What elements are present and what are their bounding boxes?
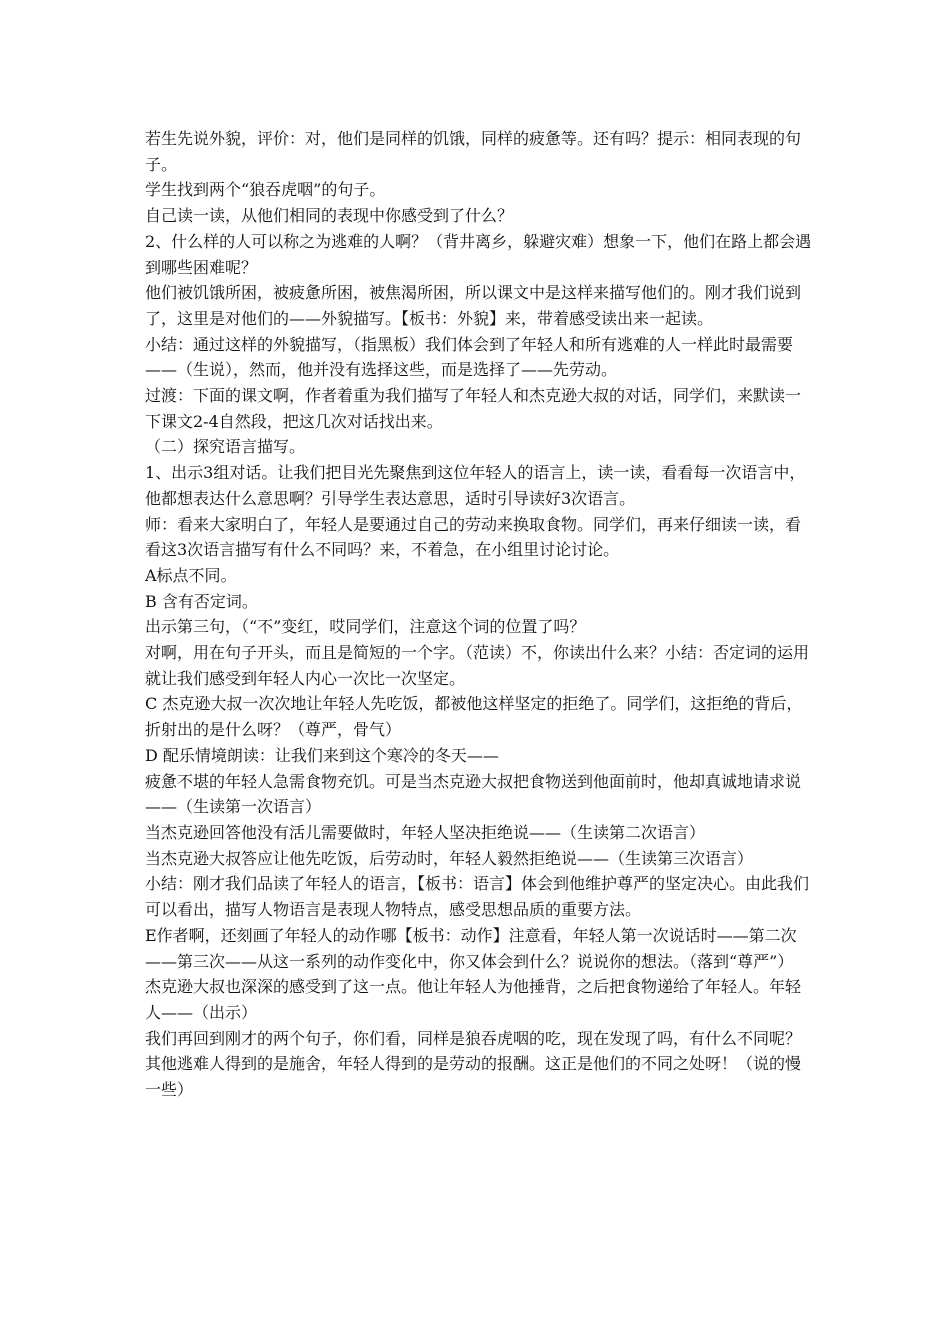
paragraph: 其他逃难人得到的是施舍，年轻人得到的是劳动的报酬。这正是他们的不同之处呀！（说的慢一些） — [145, 1054, 802, 1100]
paragraph: 对啊，用在句子开头，而且是简短的一个字。（范读）不，你读出什么来？小结：否定词的运用就让我们感受到年轻人内心一次比一次坚定。 — [145, 643, 810, 688]
paragraph: D 配乐情境朗读：让我们来到这个寒冷的冬天—— — [145, 745, 499, 765]
paragraph: E作者啊，还刻画了年轻人的动作哪【板书：动作】注意看，年轻人第一次说话时——第二次——第三次——从这一系列的动作变化中，你又体会到什么？说说你的想法。（落到“尊严”） — [145, 925, 797, 971]
paragraph: A标点不同。 — [145, 565, 237, 585]
paragraph: 当杰克逊回答他没有活儿需要做时，年轻人坚决拒绝说——（生读第二次语言） — [145, 822, 706, 842]
document-page — [145, 126, 813, 1103]
paragraph: 过渡：下面的课文啊，作者着重为我们描写了年轻人和杰克逊大叔的对话，同学们，来默读一下课文2-4自然段，把这几次对话找出来。 — [145, 386, 802, 431]
paragraph: 出示第三句，（“不”变红，哎同学们，注意这个词的位置了吗？ — [145, 617, 586, 637]
paragraph: 小结：刚才我们品读了年轻人的语言，【板书：语言】体会到他维护尊严的坚定决心。由此我们可以看出，描写人物语言是表现人物特点，感受思想品质的重要方法。 — [145, 874, 810, 920]
paragraph: 疲惫不堪的年轻人急需食物充饥。可是当杰克逊大叔把食物送到他面前时，他却真诚地请求说——（生读第一次语言） — [145, 771, 802, 817]
paragraph: 2、什么样的人可以称之为逃难的人啊？（背井离乡，躲避灾难）想象一下，他们在路上都会遇到哪些困难呢？ — [145, 231, 812, 277]
paragraph: 当杰克逊大叔答应让他先吃饭，后劳动时，年轻人毅然拒绝说——（生读第三次语言） — [145, 848, 754, 868]
section-heading: （二）探究语言描写。 — [145, 437, 306, 457]
paragraph: C 杰克逊大叔一次次地让年轻人先吃饭，都被他这样坚定的拒绝了。同学们，这拒绝的背后，折射出的是什么呀？（尊严，骨气） — [145, 694, 803, 740]
paragraph: 他们被饥饿所困，被疲惫所困，被焦渴所困，所以课文中是这样来描写他们的。刚才我们说到了，这里是对他们的——外貌描写。【板书：外貌】来，带着感受读出来一起读。 — [145, 283, 802, 328]
paragraph: 若生先说外貌，评价：对，他们是同样的饥饿，同样的疲惫等。还有吗？提示：相同表现的句子。 — [145, 129, 802, 174]
paragraph: 小结：通过这样的外貌描写，（指黑板）我们体会到了年轻人和所有逃难的人一样此时最需要——（生说），然而，他并没有选择这些，而是选择了——先劳动。 — [145, 334, 794, 380]
paragraph: 学生找到两个“狼吞虎咽”的句子。 — [145, 180, 386, 200]
paragraph: B 含有否定词。 — [145, 591, 258, 611]
paragraph: 1、出示3组对话。让我们把目光先聚焦到这位年轻人的语言上，读一读，看看每一次语言中，他都想表达什么意思啊？引导学生表达意思，适时引导读好3次语言。 — [145, 463, 806, 508]
paragraph: 自己读一读，从他们相同的表现中你感受到了什么？ — [145, 206, 514, 226]
paragraph: 师：看来大家明白了，年轻人是要通过自己的劳动来换取食物。同学们，再来仔细读一读，看看这3次语言描写有什么不同吗？来，不着急，在小组里讨论讨论。 — [145, 514, 802, 560]
paragraph: 我们再回到刚才的两个句子，你们看，同样是狼吞虎咽的吃，现在发现了吗，有什么不同呢？ — [145, 1028, 802, 1048]
paragraph: 杰克逊大叔也深深的感受到了这一点。他让年轻人为他捶背，之后把食物递给了年轻人。年轻人——（出示） — [145, 977, 802, 1022]
